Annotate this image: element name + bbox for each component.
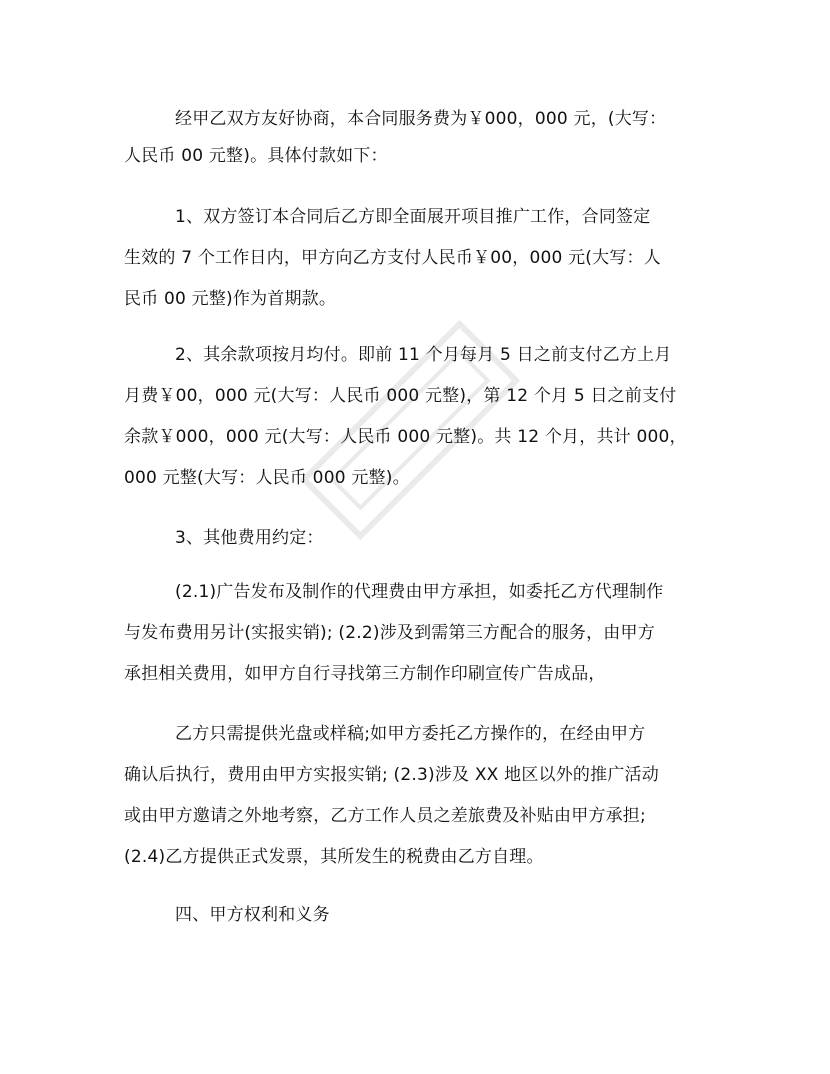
paragraph-3-line-1: 2、其余款项按月均付。即前 11 个月每月 5 日之前支付乙方上月: [175, 345, 672, 365]
paragraph-3-line-4: 000 元整(大写：人民币 000 元整)。: [124, 468, 410, 488]
paragraph-6-line-3: 或由甲方邀请之外地考察，乙方工作人员之差旅费及补贴由甲方承担;: [124, 806, 646, 826]
paragraph-2-line-1: 1、双方签订本合同后乙方即全面展开项目推广工作，合同签定: [175, 207, 651, 227]
paragraph-5-line-3: 承担相关费用，如甲方自行寻找第三方制作印刷宣传广告成品，: [124, 664, 606, 684]
paragraph-6-line-2: 确认后执行，费用由甲方实报实销; (2.3)涉及 XX 地区以外的推广活动: [124, 765, 659, 785]
paragraph-5-line-1: (2.1)广告发布及制作的代理费由甲方承担，如委托乙方代理制作: [175, 582, 664, 602]
paragraph-6-line-4: (2.4)乙方提供正式发票，其所发生的税费由乙方自理。: [124, 847, 544, 867]
paragraph-4-line-1: 3、其他费用约定：: [175, 528, 324, 548]
paragraph-2-line-3: 民币 00 元整)作为首期款。: [124, 289, 337, 309]
paragraph-2-line-2: 生效的 7 个工作日内，甲方向乙方支付人民币￥00，000 元(大写：人: [124, 248, 661, 268]
paragraph-1-line-2: 人民币 00 元整)。具体付款如下：: [124, 146, 388, 166]
paragraph-3-line-3: 余款￥000，000 元(大写：人民币 000 元整)。共 12 个月，共计 000，: [124, 427, 687, 447]
paragraph-3-line-2: 月费￥00，000 元(大写：人民币 000 元整)，第 12 个月 5 日之前支付: [124, 386, 677, 406]
paragraph-1-line-1: 经甲乙双方友好协商，本合同服务费为￥000，000 元，(大写：: [175, 109, 667, 129]
section-heading: 四、甲方权利和义务: [175, 905, 330, 925]
paragraph-5-line-2: 与发布费用另计(实报实销); (2.2)涉及到需第三方配合的服务，由甲方: [124, 623, 655, 643]
paragraph-6-line-1: 乙方只需提供光盘或样稿;如甲方委托乙方操作的，在经由甲方: [175, 724, 646, 744]
